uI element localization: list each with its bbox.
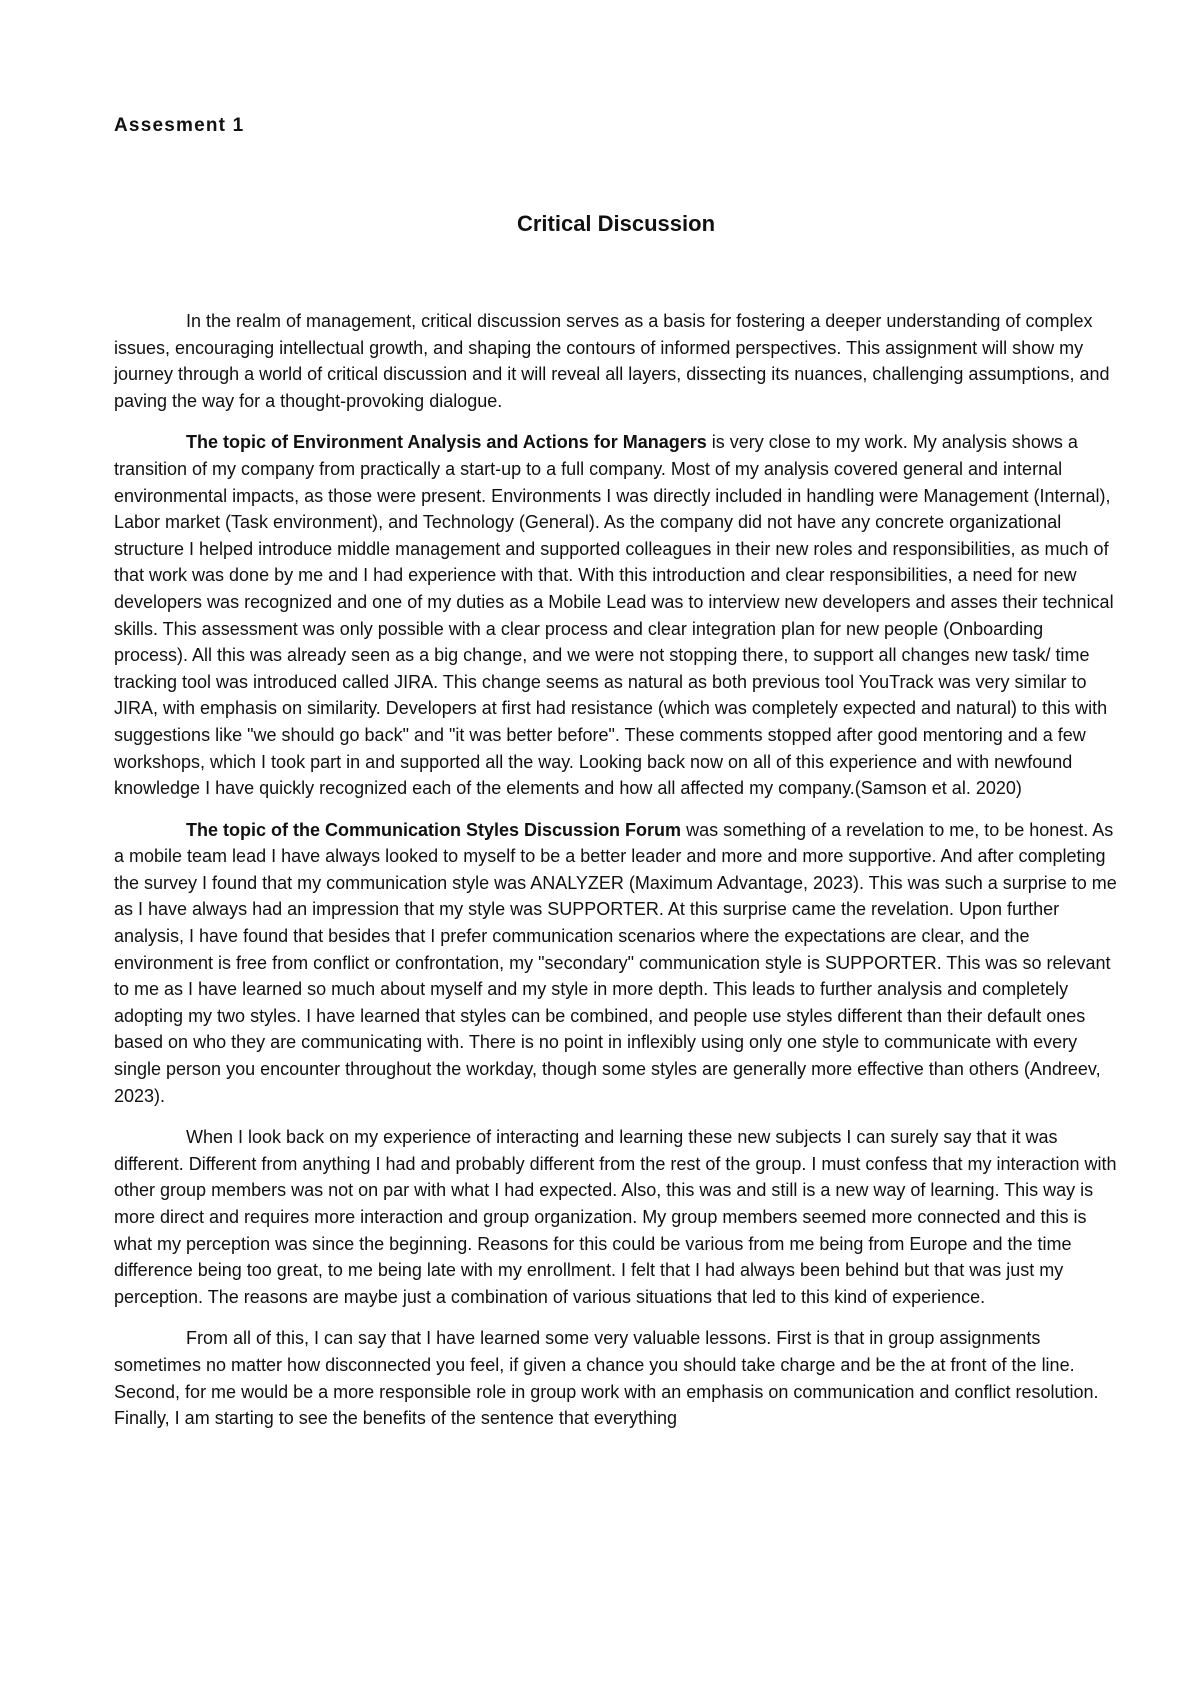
paragraph-lead-bold: The topic of Environment Analysis and Actions for Managers bbox=[186, 432, 707, 453]
paragraph-intro bbox=[114, 308, 1122, 414]
paragraph-lessons-learned bbox=[114, 1325, 1122, 1431]
paragraph-communication-styles bbox=[114, 817, 1122, 1110]
paragraph-group-experience bbox=[114, 1124, 1122, 1310]
paragraph-text: In the realm of management, critical discussion serves as a basis for fostering a deeper understanding of complex issues, encouraging intellectual growth, and shaping the contours of informed perspectives. This assignment will show my journey through a world of critical discussion and it will reveal all layers, dissecting its nuances, challenging assumptions, and paving the way for a thought-provoking dialogue. bbox=[114, 311, 1110, 411]
paragraph-text: When I look back on my experience of interacting and learning these new subjects I can surely say that it was different. Different from anything I had and probably different from the rest of the group. I must confess that my interaction with other group members was not on par with what I had expected. Also, this was and still is a new way of learning. This way is more direct and requires more interaction and group organization. My group members seemed more connected and this is what my perception was since the beginning. Reasons for this could be various from me being from Europe and the time difference being too great, to me being late with my enrollment. I felt that I had always been behind but that was just my perception. The reasons are maybe just a combination of various situations that led to this kind of experience. bbox=[114, 1127, 1117, 1307]
paragraph-text: From all of this, I can say that I have learned some very valuable lessons. First is that in group assignments sometimes no matter how disconnected you feel, if given a chance you should take charge and be the at front of the line. Second, for me would be a more responsible role in group work with an emphasis on communication and conflict resolution. Finally, I am starting to see the benefits of the sentence that everything bbox=[114, 1328, 1099, 1429]
paragraph-text: was something of a revelation to me, to be honest. As a mobile team lead I have always looked to myself to be a better leader and more and more supportive. And after completing the survey I found that my communication style was ANALYZER (Maximum Advantage, 2023). This was such a surprise to me as I have always had an impression that my style was SUPPORTER. At this surprise came the revelation. Upon further analysis, I have found that besides that I prefer communication scenarios where the expectations are clear, and the environment is free from conflict or confrontation, my "secondary" communication style is SUPPORTER. This was so relevant to me as I have learned so much about myself and my style in more depth. This leads to further analysis and completely adopting my two styles. I have learned that styles can be combined, and people use styles different than their default ones based on who they are communicating with. There is no point in inflexibly using only one style to communicate with every single person you encounter throughout the workday, though some styles are generally more effective than others (Andreev, 2023). bbox=[114, 819, 1117, 1106]
document-body bbox=[114, 308, 1122, 1447]
assessment-label: Assesment 1 bbox=[114, 115, 245, 136]
document-title: Critical Discussion bbox=[516, 211, 716, 236]
paragraph-text: is very close to my work. My analysis shows a transition of my company from practically a start-up to a full company. Most of my analysis covered general and internal environmental impacts, as those were present. Environments I was directly included in handling were Management (Internal), Labor market (Task environment), and Technology (General). As the company did not have any concrete organizational structure I helped introduce middle management and supported colleagues in their new roles and responsibilities, as much of that work was done by me and I had experience with that. With this introduction and clear responsibilities, a need for new developers was recognized and one of my duties as a Mobile Lead was to interview new developers and asses their technical skills. This assessment was only possible with a clear process and clear integration plan for new people (Onboarding process). All this was already seen as a big change, and we were not stopping there, to support all changes new task/ time tracking tool was introduced called JIRA. This change seems as natural as both previous tool YouTrack was very similar to JIRA, with emphasis on similarity. Developers at first had resistance (which was completely expected and natural) to this with suggestions like "we should go back" and "it was better before". These comments stopped after good mentoring and a few workshops, which I took part in and supported all the way. Looking back now on all of this experience and with newfound knowledge I have quickly recognized each of the elements and how all affected my company.(Samson et al. 2020) bbox=[114, 432, 1114, 799]
paragraph-environment-analysis bbox=[114, 429, 1122, 801]
paragraph-lead-bold: The topic of the Communication Styles Discussion Forum bbox=[186, 819, 682, 840]
